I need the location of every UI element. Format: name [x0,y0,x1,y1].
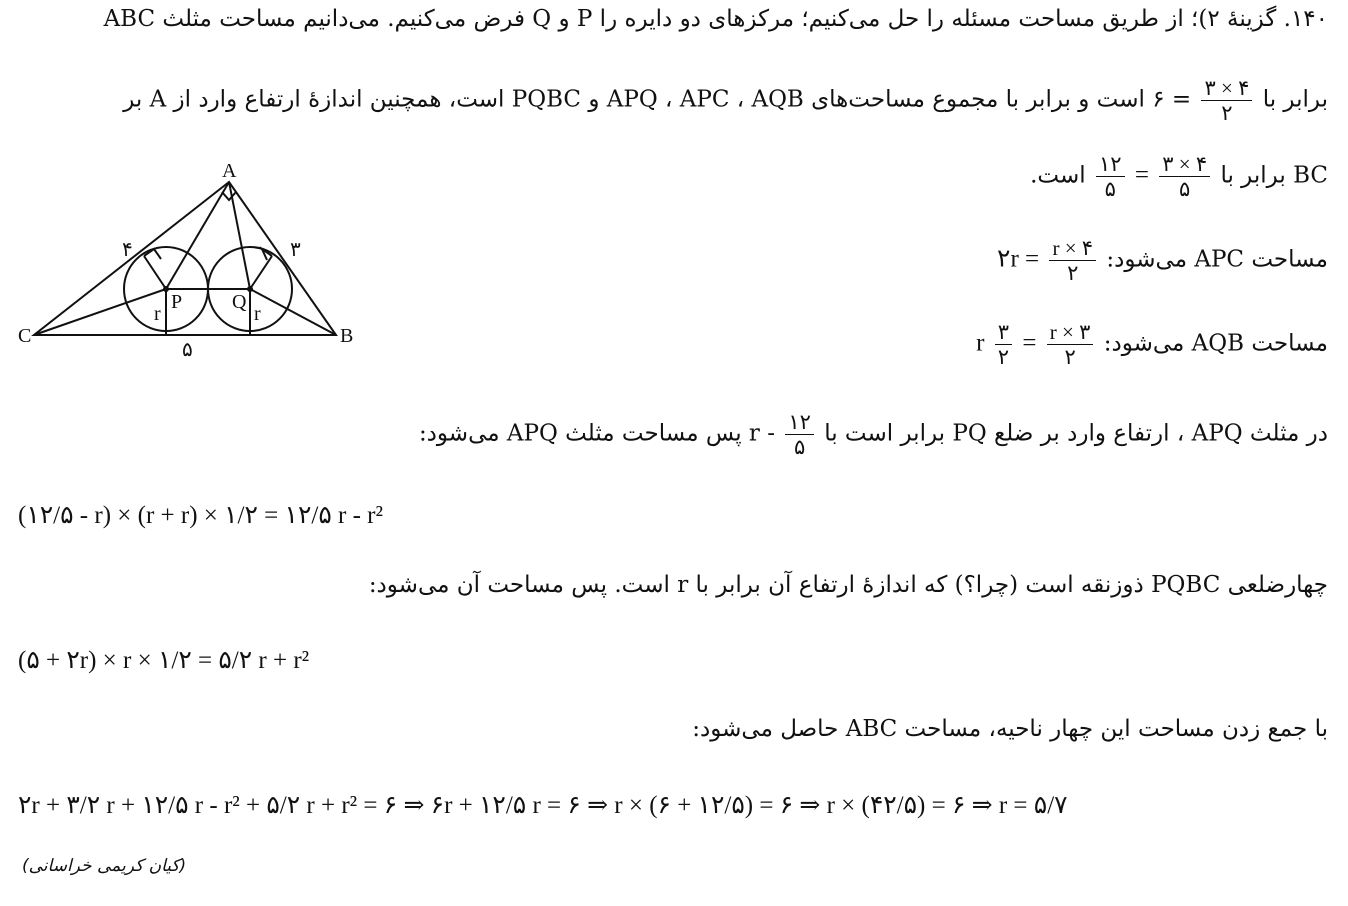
fraction-denominator: ۵ [1179,177,1191,202]
fraction-numerator: r × ۴ [1049,236,1096,261]
fraction [1159,152,1210,201]
question-intro-text: ۱۴۰. گزینهٔ ۲)؛ از طریق مساحت مسئله را حل می‌کنیم؛ مرکزهای دو دایره را P و Q فرض می‌کنیم. می‌دانیم مساحت مثلث ABC [103,6,1328,32]
vertex-b-label: B [340,325,354,347]
text-segment: = ۲r [997,245,1040,273]
triangle-circles-figure [10,160,370,360]
side-ac-label: ۴ [122,239,133,261]
text-segment: = ۶ است و برابر با مجموع مساحت‌های APQ ، APC ، AQB و PQBC است، همچنین اندازهٔ ارتفاع وارد از A بر [123,86,1192,113]
text-segment: مساحت APC می‌شود: [1106,246,1328,273]
equation-text: (۵ + ۲r) × r × ۱/۲ = ۵/۲ r + r² [18,647,310,674]
fraction [1049,236,1096,285]
equation-text: ۲r + ۳/۲ r + ۱۲/۵ r - r² + ۵/۲ r + r² = ۶ ⇒ ۶r + ۱۲/۵ r = ۶ ⇒ r × (۶ + ۱۲/۵) = ۶ ⇒ r × (۴۲/۵) = ۶ ⇒ r = ۵/۷ [18,792,1068,819]
line-5: مساحت AQB می‌شود: $\frac{r \times ۳}{۲}$ = $\frac{۳}{۲}$ r [976,320,1328,370]
fraction-numerator: ۱۲ [1096,152,1125,177]
side-bc-label: ۵ [182,339,193,360]
fraction [785,410,814,459]
line-8 [692,716,1328,742]
fraction-numerator: ۱۲ [785,410,814,435]
text-segment: با جمع زدن مساحت این چهار ناحیه، مساحت ABC حاصل می‌شود: [692,716,1328,742]
fraction [1201,76,1252,125]
vertex-a-label: A [222,160,237,182]
vertex-c-label: C [18,325,32,347]
fraction-numerator: ۳ × ۴ [1159,152,1210,177]
line-3: BC برابر با $\frac{۳ \times ۴}{۵}$ = $\frac{۱۲}{۵}$ است. [1030,152,1328,202]
line-2 [123,76,1328,125]
center-p-label: P [171,291,183,313]
center-q-label: Q [232,291,247,313]
author-credit: (کیان کریمی خراسانی) [22,856,187,876]
text-segment: برابر با [1262,86,1328,113]
fraction-denominator: ۵ [1104,177,1116,202]
text-segment: چهارضلعی PQBC ذوزنقه است (چرا؟) که اندازهٔ ارتفاع آن برابر با r است. پس مساحت آن می‌شود: [368,572,1328,598]
line-7 [369,572,1328,598]
radius-label: r [254,303,261,325]
line-4 [997,236,1328,285]
side-ab-label: ۳ [290,239,301,261]
fraction [1096,152,1125,201]
text-segment: در مثلث APQ ، ارتفاع وارد بر ضلع PQ برابر است با [824,420,1328,447]
fraction [1047,320,1094,369]
text-segment: مساحت AQB می‌شود: [1103,330,1328,357]
text-segment: r [976,329,985,357]
fraction [995,320,1012,369]
fraction-denominator: ۲ [1221,101,1233,126]
equation-final [18,790,1068,820]
fraction-numerator: r × ۳ [1047,320,1094,345]
fraction-denominator: ۲ [1067,261,1079,286]
equation-pqbc-area [18,645,309,675]
equation-text: (۱۲/۵ - r) × (r + r) × ۱/۲ = ۱۲/۵ r - r² [18,502,383,529]
fraction-numerator: ۳ [995,320,1012,345]
text-segment: است. [1030,162,1086,189]
line-1 [104,6,1328,32]
fraction-denominator: ۲ [997,345,1010,370]
equation-apq-area [18,500,383,530]
radius-label: r [154,303,161,325]
fraction-numerator: ۳ × ۴ [1201,76,1252,101]
text-segment: BC برابر با [1220,162,1328,189]
text-segment: - r پس مساحت مثلث APQ می‌شود: [418,420,776,447]
fraction-denominator: ۲ [1064,345,1076,370]
fraction-denominator: ۵ [793,435,806,460]
line-6 [419,410,1328,459]
